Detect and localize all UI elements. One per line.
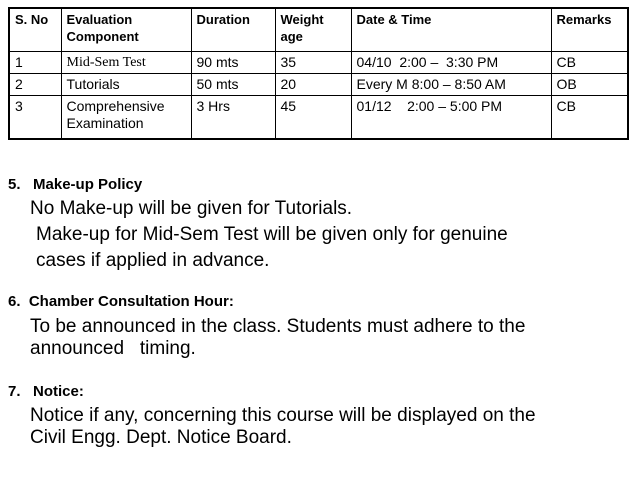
header-sno: S. No — [9, 8, 61, 52]
makeup-policy-line-3: cases if applied in advance. — [36, 250, 270, 271]
header-remarks: Remarks — [551, 8, 628, 52]
notice-heading: 7. Notice: — [8, 383, 84, 400]
cell-date-time: 01/12 2:00 – 5:00 PM — [351, 96, 551, 140]
cell-remarks: CB — [551, 52, 628, 74]
table-row — [9, 96, 628, 140]
cell-sno: 3 — [9, 96, 61, 140]
header-duration: Duration — [191, 8, 275, 52]
makeup-policy-line-1: No Make-up will be given for Tutorials. — [30, 198, 353, 219]
chamber-consultation-heading: 6. Chamber Consultation Hour: — [8, 293, 234, 310]
table-row — [9, 74, 628, 96]
cell-component: Comprehensive Examination — [61, 96, 191, 140]
cell-component: Tutorials — [61, 74, 191, 96]
evaluation-table — [8, 7, 629, 140]
cell-duration: 3 Hrs — [191, 96, 275, 140]
cell-sno: 1 — [9, 52, 61, 74]
cell-weightage: 35 — [275, 52, 351, 74]
cell-duration: 50 mts — [191, 74, 275, 96]
notice-line-1: Notice if any, concerning this course will be displayed on the — [30, 405, 536, 426]
makeup-policy-line-2: Make-up for Mid-Sem Test will be given only for genuine — [36, 224, 508, 245]
cell-sno: 2 — [9, 74, 61, 96]
chamber-consultation-line-1: To be announced in the class. Students must adhere to the — [30, 316, 526, 337]
cell-component: Mid-Sem Test — [61, 52, 191, 74]
cell-date-time: 04/10 2:00 – 3:30 PM — [351, 52, 551, 74]
cell-date-time: Every M 8:00 – 8:50 AM — [351, 74, 551, 96]
header-date-time: Date & Time — [351, 8, 551, 52]
makeup-policy-heading: 5. Make-up Policy — [8, 176, 143, 193]
notice-line-2: Civil Engg. Dept. Notice Board. — [30, 427, 292, 448]
header-evaluation-component: Evaluation Component — [61, 8, 191, 52]
header-weightage: Weight age — [275, 8, 351, 52]
cell-duration: 90 mts — [191, 52, 275, 74]
cell-weightage: 20 — [275, 74, 351, 96]
chamber-consultation-line-2: announced timing. — [30, 338, 196, 359]
table-header-row — [9, 8, 628, 52]
cell-remarks: OB — [551, 74, 628, 96]
table-row — [9, 52, 628, 74]
cell-weightage: 45 — [275, 96, 351, 140]
cell-remarks: CB — [551, 96, 628, 140]
